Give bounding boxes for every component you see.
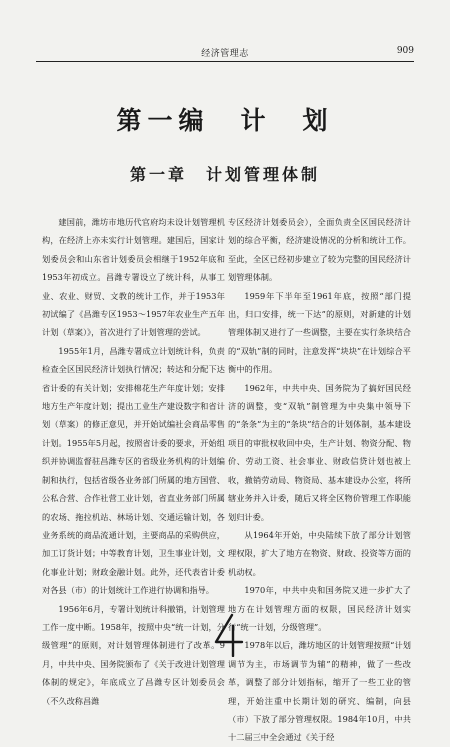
paragraph: 1955年1月，昌潍专署成立计划统计科，负责检查全区国民经济计划执行情况；转达和分配下达省计委的有关计划；安排棉花生产年度计划；安排地方生产年度计划；提出工业生产建设数字和省计划（草案）的修正意见，并开始试编社会商品零售计划。1955年5月起，按照省计委的要求，开始组织并协调监督驻昌潍专区的省级业务机构的计划编制和执行，包括省级各业务部门所属的地方国营、公私合营、合作社营工业计划，省直业务部门所属的农场、拖拉机站、林场计划、交通运输计划，各业务系统的商品流通计划，主要商品的采购供应，加工订货计划；中等教育计划，卫生事业计划，文化事业计划；财政金融计划。此外，还代表省计委对各县（市）的计划统计工作进行协调和指导。 bbox=[42, 345, 225, 596]
paragraph: 1970年，中共中央和国务院又进一步扩大了地方在计划管理方面的权限，国民经济计划实行“统一计划，分级管理”。 bbox=[228, 585, 411, 632]
paragraph: 建国前，潍坊市地历代官府均未设计划管理机构，在经济上亦未实行计划管理。建国后，国家计划委员会和山东省计划委员会相继于1952年底和1953年初成立。昌潍专署设立了统计科，从事工业、农业、财贸、文教的统计工作，并于1953年初试编了《昌潍专区1953～1957年农业生产五年计划（草案）》，首次进行了计划管理的尝试。 bbox=[42, 217, 225, 338]
paragraph: 1962年，中共中央、国务院为了搞好国民经济的调整，变“双轨”制管理为中央集中领导下的“条条”为主的“条块”结合的计划体制，基本建设项目的审批权收回中央，生产计划、物资分配、物价、劳动工资、社会事业、财政信贷计划也被上收，撤销劳动局、物资局、基本建设办公室，将所辖业务并入计委，随后又将全区物价管理工作职能划归计委。 bbox=[228, 382, 411, 522]
right-column bbox=[228, 213, 411, 747]
header-rule bbox=[36, 61, 414, 62]
paragraph: 专区经济计划委员会），全面负责全区国民经济计划的综合平衡，经济建设情况的分析和统计工作。至此，全区已经初步建立了较为完整的国民经济计划管理体制。 bbox=[228, 217, 411, 283]
page-header bbox=[36, 46, 414, 60]
page-number: 909 bbox=[396, 46, 414, 56]
handwritten-mark bbox=[212, 612, 246, 657]
part-title: 第一编 计 划 bbox=[116, 106, 334, 135]
paragraph: 从1964年开始，中央陆续下放了部分计划管理权限，扩大了地方在物资、财政、投资等方面的机动权。 bbox=[228, 529, 411, 577]
paragraph: 1959年下半年至1961年底，按照“部门提出，归口安排，统一下达”的原则，对新建的计划管理体制又进行了一些调整，主要在实行条块结合的“双轨”制的同时，注意发挥“块块”在计划综合平衡中的作用。 bbox=[228, 290, 411, 375]
left-column bbox=[42, 213, 225, 710]
paragraph: 1956年6月，专署计划统计科撤销，计划管理工作一度中断。1958年，按照中央“统一计划，分级管理”的原则，对计划管理体制进行了改革。9月，中共中央、国务院颁布了《关于改进计划管理体制的规定》，年底成立了昌潍专区计划委员会（不久改称昌潍 bbox=[42, 603, 225, 706]
paragraph: 1978年以后，潍坊地区的计划管理按照“计划调节为主，市场调节为辅”的精神，做了一些改革，调整了部分计划指标，缩开了一些工业的管理，开始注重中长期计划的研究、编制，向县（市）下放了部分管理权限。1984年10月，中共十二届三中全会通过《关于经 bbox=[228, 640, 411, 743]
running-title: 经济管理志 bbox=[201, 49, 249, 59]
chapter-title: 第一章 计划管理体制 bbox=[129, 165, 320, 184]
